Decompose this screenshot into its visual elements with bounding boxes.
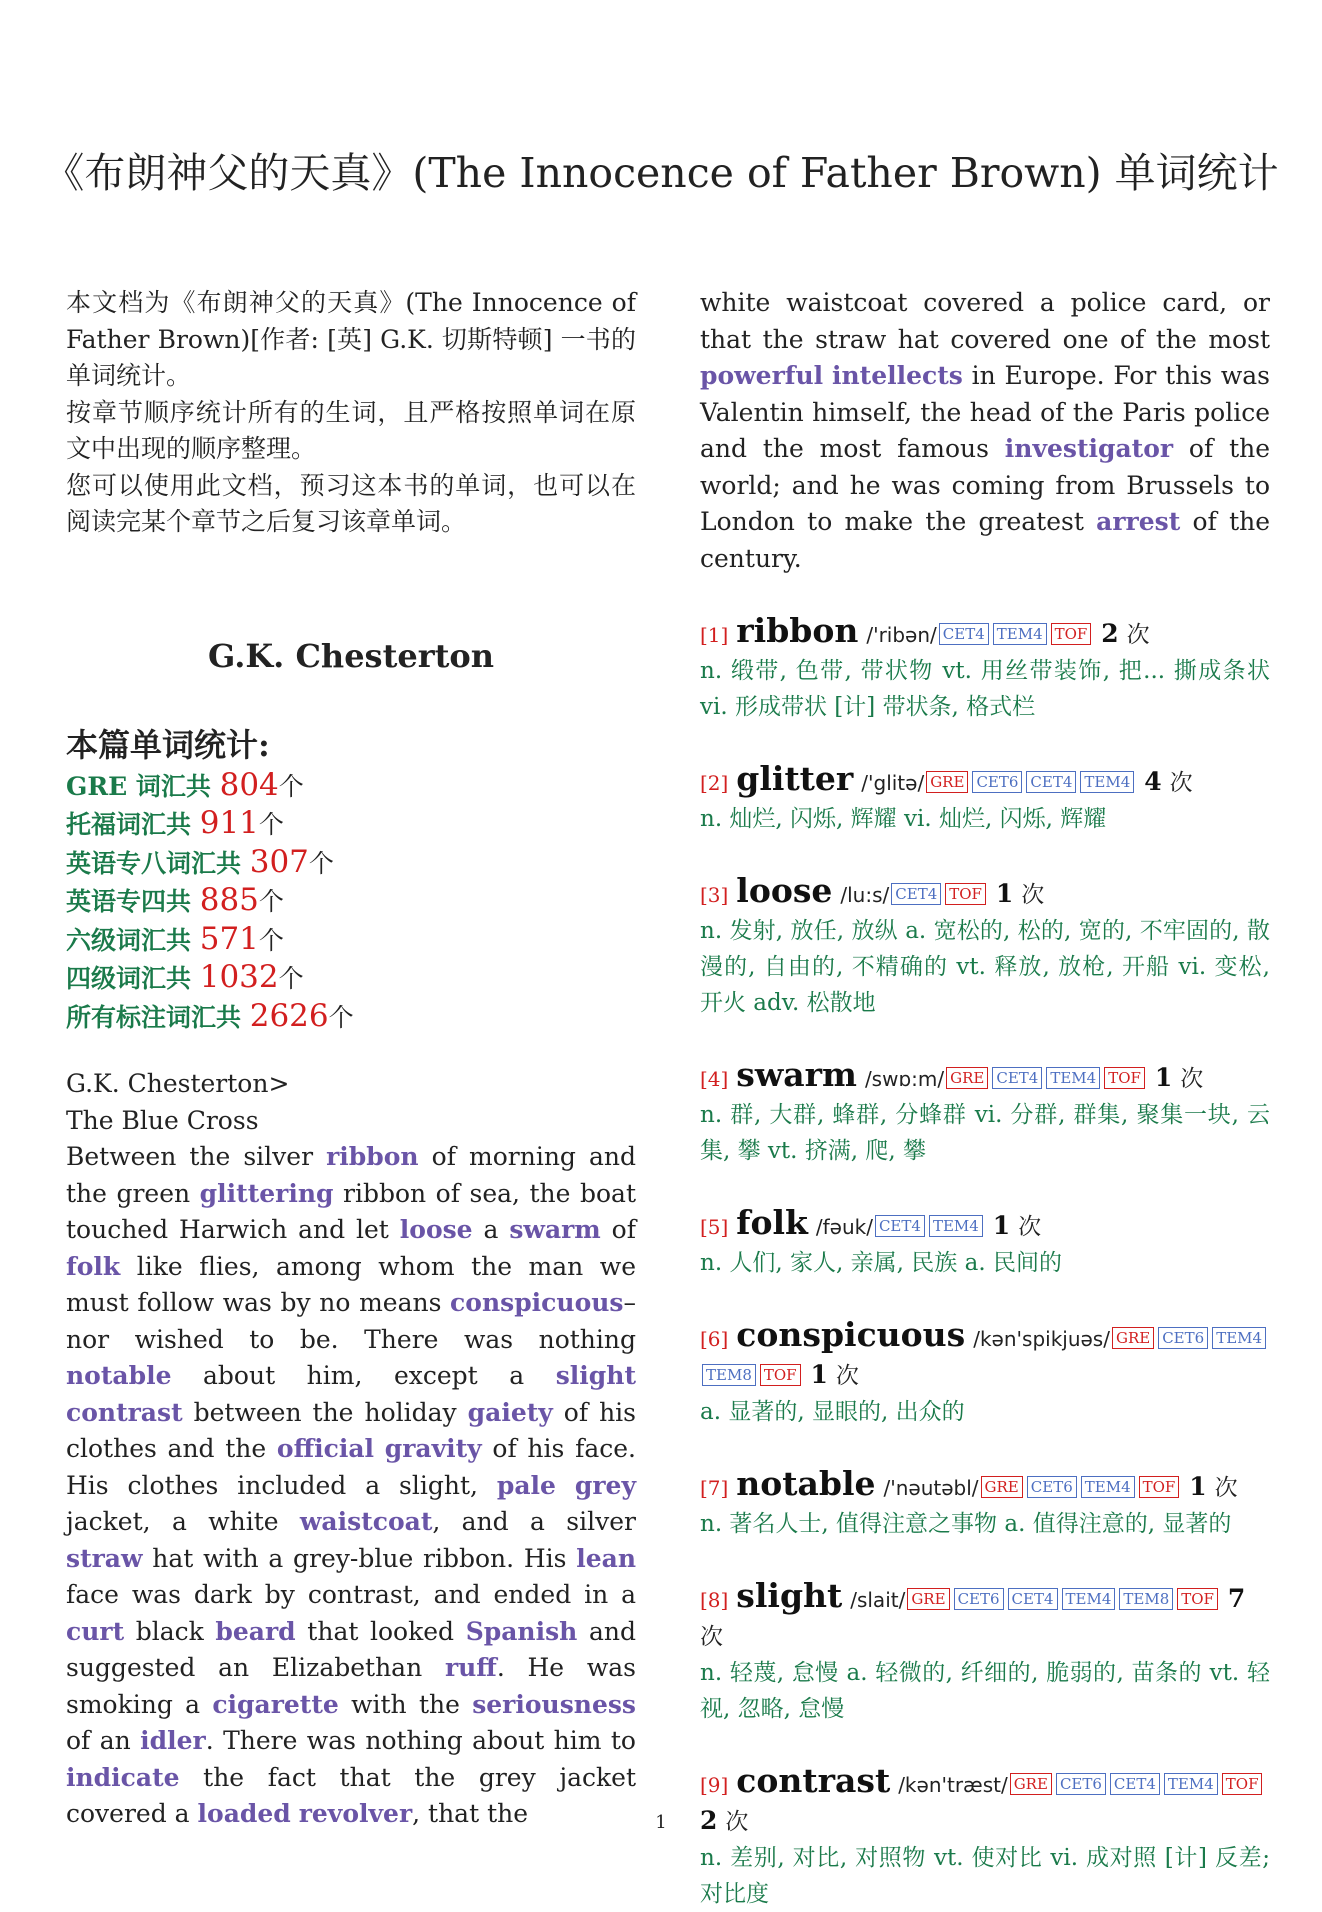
entry-count: 1 (810, 1360, 828, 1389)
passage-segment: of (600, 1215, 636, 1244)
passage-segment: about him, except a (171, 1361, 556, 1390)
stat-count: 2626 (249, 997, 329, 1034)
stats-title: 本篇单词统计: (66, 725, 270, 764)
stat-label: 所有标注词汇共 (66, 1002, 250, 1032)
exam-tag: CET4 (891, 883, 941, 905)
passage-segment: that looked (295, 1616, 466, 1646)
entry-index: [6] (700, 1327, 729, 1351)
passage-segment: of his face. His clothes included a slight, (66, 1434, 636, 1500)
highlighted-word: cigarette (212, 1689, 339, 1719)
passage-segment (374, 1434, 385, 1463)
exam-tag: CET6 (1158, 1327, 1208, 1349)
passage-segment: between the holiday (182, 1397, 468, 1427)
entry-word: loose (736, 871, 833, 910)
entry-phonetic: /'glitə/ (861, 771, 925, 795)
exam-tag: CET4 (875, 1215, 925, 1237)
entry-word: slight (736, 1576, 843, 1615)
entry-phonetic: /slait/ (850, 1588, 906, 1612)
passage-segment: . There was nothing about him to (205, 1726, 636, 1755)
entry-count: 4 (1144, 767, 1162, 796)
passage-segment: black (124, 1616, 216, 1646)
highlighted-word: notable (66, 1361, 172, 1390)
passage-segment: the fact that the grey jacket covered a (66, 1762, 636, 1828)
vocab-entry (700, 1763, 1270, 1912)
exam-tag: TEM4 (929, 1215, 983, 1237)
passage-text-continued (700, 285, 1270, 577)
passage-segment: hat with a grey-blue ribbon. His (142, 1543, 577, 1573)
exam-tag: TOF (760, 1364, 801, 1386)
highlighted-word: ruff (444, 1653, 497, 1682)
exam-tag: TEM4 (1164, 1773, 1218, 1795)
passage-segment: in Europe. For this was Valentin himself, the head of the Paris police and the most famous (700, 361, 1270, 463)
right-column (700, 285, 1270, 1912)
highlighted-word: lean (576, 1543, 636, 1573)
stat-row (66, 998, 636, 1037)
highlighted-word: gravity (384, 1434, 482, 1463)
highlighted-word: grey (574, 1470, 636, 1500)
exam-tag: GRE (907, 1588, 949, 1610)
passage-segment: of morning and the green (66, 1142, 636, 1208)
stat-count: 1032 (199, 959, 279, 995)
highlighted-word: pale (496, 1470, 556, 1500)
entry-phonetic: /kən'træst/ (898, 1773, 1008, 1797)
highlighted-word: powerful (700, 361, 824, 390)
stat-unit: 个 (278, 964, 304, 993)
passage-segment: jacket, a white (66, 1507, 300, 1536)
entry-definition: n. 轻蔑, 怠慢 a. 轻微的, 纤细的, 脆弱的, 苗条的 vt. 轻视, 忽略, 怠慢 (700, 1660, 1270, 1722)
entry-count: 1 (995, 879, 1014, 908)
left-column (66, 285, 636, 1833)
exam-tag: CET6 (954, 1588, 1004, 1610)
stat-label: 四级词汇共 (66, 964, 200, 993)
entry-index: [7] (700, 1476, 729, 1500)
exam-tag: TOF (1177, 1588, 1218, 1610)
entry-definition: n. 缎带, 色带, 带状物 vt. 用丝带装饰, 把... 撕成条状 vi. 形成带状 [计] 带状条, 格式栏 (700, 658, 1270, 720)
passage-segment: face was dark by contrast, and ended in a (66, 1580, 636, 1609)
entry-count: 1 (1189, 1472, 1207, 1501)
exam-tag: TEM8 (1119, 1588, 1173, 1610)
highlighted-word: glittering (199, 1178, 334, 1208)
passage-text (66, 1139, 636, 1833)
entry-index: [4] (700, 1067, 729, 1091)
entry-index: [5] (700, 1215, 729, 1239)
stat-label: GRE 词汇共 (66, 771, 220, 801)
exam-tag: CET4 (939, 623, 989, 645)
highlighted-word: intellects (831, 361, 963, 390)
entry-index: [1] (700, 623, 729, 647)
entry-phonetic: /swɒ:m/ (864, 1067, 945, 1091)
entry-head (700, 1317, 1270, 1394)
highlighted-word: curt (66, 1616, 125, 1646)
highlighted-word: contrast (66, 1397, 183, 1427)
exam-tag: CET4 (1008, 1588, 1058, 1610)
stat-unit: 个 (258, 925, 284, 955)
stat-unit: 个 (328, 1002, 354, 1032)
entry-head (700, 1578, 1270, 1655)
passage-segment (556, 1471, 575, 1500)
exam-tag: TEM4 (1081, 1476, 1135, 1498)
highlighted-word: beard (215, 1616, 296, 1646)
stat-label: 六级词汇共 (66, 925, 200, 955)
entry-count: 1 (1154, 1063, 1173, 1092)
exam-tag: TOF (1222, 1773, 1263, 1795)
entry-index: [9] (700, 1773, 729, 1797)
stat-label: 英语专四共 (66, 887, 200, 916)
entry-word: swarm (736, 1055, 857, 1094)
entry-phonetic: /'nəutəbl/ (883, 1476, 979, 1500)
stat-count: 911 (199, 805, 259, 841)
highlighted-word: official (276, 1434, 375, 1463)
stat-unit: 个 (258, 810, 284, 839)
stat-row (66, 921, 636, 960)
vocab-entries (700, 613, 1270, 1912)
highlighted-word: revolver (298, 1799, 413, 1828)
entry-definition: n. 差别, 对比, 对照物 vt. 使对比 vi. 成对照 [计] 反差; 对比度 (700, 1845, 1270, 1907)
chapter-author: G.K. Chesterton> (66, 1069, 290, 1098)
entry-head (700, 613, 1270, 653)
exam-tag: TEM4 (1062, 1588, 1116, 1610)
intro-line: 按章节顺序统计所有的生词，且严格按照单词在原文中出现的顺序整理。 (66, 397, 636, 463)
exam-tag: TEM4 (1212, 1327, 1266, 1349)
exam-tag: CET4 (1110, 1773, 1160, 1795)
vocab-entry (700, 761, 1270, 837)
passage-segment: of the century. (700, 507, 1271, 573)
intro-line: 您可以使用此文档，预习这本书的单词，也可以在阅读完某个章节之后复习该章单词。 (66, 470, 636, 536)
entry-phonetic: /kən'spikjuəs/ (973, 1327, 1110, 1351)
entry-head (700, 761, 1270, 801)
entry-count-unit: 次 (835, 1363, 859, 1389)
entry-count-unit: 次 (700, 1624, 723, 1650)
entry-head (700, 1057, 1270, 1097)
page-number: 1 (655, 1812, 667, 1833)
passage-segment: , that the (412, 1799, 529, 1828)
highlighted-word: conspicuous (450, 1288, 624, 1317)
exam-tag: CET4 (1026, 771, 1076, 793)
exam-tag: TOF (1139, 1476, 1180, 1498)
entry-count-unit: 次 (725, 1809, 749, 1835)
passage-segment: ribbon of sea, the boat touched Harwich and let (66, 1178, 636, 1244)
highlighted-word: loaded (197, 1799, 291, 1828)
entry-word: folk (736, 1203, 808, 1242)
exam-tag: TOF (1104, 1067, 1145, 1089)
exam-tag: GRE (981, 1476, 1023, 1498)
stat-row (66, 882, 636, 921)
highlighted-word: indicate (66, 1762, 180, 1792)
entry-definition: n. 人们, 家人, 亲属, 民族 a. 民间的 (700, 1250, 1062, 1276)
passage-segment: . He was smoking a (66, 1653, 636, 1719)
exam-tag: GRE (946, 1067, 988, 1089)
vocab-entry (700, 1057, 1270, 1169)
intro (66, 285, 636, 541)
passage-segment: a (472, 1215, 510, 1244)
highlighted-word: seriousness (472, 1689, 636, 1719)
exam-tag: TEM4 (993, 623, 1047, 645)
highlighted-word: gaiety (467, 1397, 553, 1427)
passage-segment: white waistcoat covered a police card, or that the straw hat covered one of the most (700, 288, 1270, 354)
entry-count: 1 (992, 1211, 1011, 1240)
highlighted-word: Spanish (465, 1616, 578, 1646)
exam-tag: CET6 (972, 771, 1022, 793)
stat-unit: 个 (278, 771, 304, 801)
stat-count: 571 (199, 920, 259, 957)
passage-segment: –nor wished to be. There was nothing (66, 1288, 636, 1354)
intro-line: 本文档为《布朗神父的天真》(The Innocence of Father Brown)[作者: [英] G.K. 切斯特顿] 一书的单词统计。 (66, 288, 636, 390)
vocab-entry (700, 1205, 1270, 1281)
vocab-entry (700, 1578, 1270, 1727)
passage-segment: Between the silver (66, 1142, 327, 1171)
passage-segment (823, 361, 832, 390)
exam-tag: TEM4 (1046, 1067, 1100, 1089)
entry-count-unit: 次 (1214, 1475, 1238, 1501)
exam-tag: GRE (926, 771, 968, 793)
exam-tag: CET4 (992, 1067, 1042, 1089)
entry-count-unit: 次 (1126, 622, 1150, 648)
vocab-entry (700, 873, 1270, 1021)
stat-row (66, 767, 636, 806)
entry-definition: n. 著名人士, 值得注意之事物 a. 值得注意的, 显著的 (700, 1511, 1232, 1537)
entry-phonetic: /'ribən/ (866, 623, 937, 647)
exam-tag: TEM8 (702, 1364, 756, 1386)
exam-tag: TOF (1051, 623, 1092, 645)
exam-tag: GRE (1010, 1773, 1052, 1795)
stats-list (66, 767, 636, 1037)
passage-segment: and suggested an Elizabethan (66, 1616, 636, 1682)
highlighted-word: ribbon (326, 1142, 419, 1171)
exam-tag: CET6 (1027, 1476, 1077, 1498)
highlighted-word: straw (66, 1543, 143, 1573)
highlighted-word: slight (555, 1361, 636, 1390)
chapter-title: The Blue Cross (66, 1105, 259, 1135)
passage-segment: like flies, among whom the man we must follow was by no means (66, 1251, 636, 1317)
page-title: 《布朗神父的天真》(The Innocence of Father Brown) 单词统计 (43, 149, 1279, 197)
entry-head (700, 1466, 1270, 1506)
stat-count: 885 (199, 882, 259, 918)
passage-segment: of the world; and he was coming from Brussels to London to make the greatest (700, 434, 1271, 536)
entry-index: [3] (700, 883, 729, 907)
passage-segment: of his clothes and the (66, 1397, 637, 1463)
stat-unit: 个 (308, 848, 334, 878)
stat-row (66, 959, 636, 998)
entry-index: [8] (700, 1588, 729, 1612)
entry-word: conspicuous (736, 1315, 966, 1354)
vocab-entry (700, 1466, 1270, 1542)
entry-word: notable (736, 1464, 876, 1503)
exam-tag: TEM4 (1080, 771, 1134, 793)
highlighted-word: swarm (509, 1215, 601, 1244)
entry-count-unit: 次 (1169, 770, 1193, 796)
entry-phonetic: /fəuk/ (815, 1215, 873, 1239)
entry-count: 2 (1101, 619, 1119, 648)
entry-count-unit: 次 (1018, 1214, 1042, 1240)
entry-word: glitter (736, 759, 854, 798)
stat-label: 英语专八词汇共 (66, 848, 250, 878)
entry-count-unit: 次 (1021, 882, 1045, 908)
entry-definition: n. 灿烂, 闪烁, 辉耀 vi. 灿烂, 闪烁, 辉耀 (700, 806, 1107, 832)
highlighted-word: investigator (1004, 434, 1174, 463)
exam-tag: GRE (1112, 1327, 1154, 1349)
stat-row (66, 844, 636, 883)
entry-word: ribbon (736, 611, 859, 650)
passage-segment: of an (66, 1726, 141, 1755)
passage-segment: with the (338, 1689, 473, 1719)
entry-count: 2 (700, 1806, 718, 1835)
entry-count: 7 (1227, 1584, 1246, 1613)
entry-head (700, 873, 1270, 913)
highlighted-word: folk (66, 1251, 121, 1281)
stat-row (66, 805, 636, 844)
stat-count: 804 (219, 766, 279, 803)
highlighted-word: idler (140, 1726, 206, 1755)
author-name: G.K. Chesterton (208, 636, 494, 675)
entry-definition: a. 显著的, 显眼的, 出众的 (700, 1399, 965, 1425)
highlighted-word: loose (399, 1215, 473, 1244)
passage-segment: , and a silver (432, 1507, 636, 1536)
highlighted-word: waistcoat (299, 1507, 433, 1536)
vocab-entry (700, 1317, 1270, 1430)
stat-label: 托福词汇共 (66, 810, 200, 839)
vocab-entry (700, 613, 1270, 725)
entry-head (700, 1205, 1270, 1245)
entry-word: contrast (736, 1761, 891, 1800)
entry-index: [2] (700, 771, 729, 795)
entry-phonetic: /lu:s/ (840, 883, 890, 907)
highlighted-word: arrest (1096, 507, 1181, 536)
exam-tag: TOF (945, 883, 986, 905)
stat-unit: 个 (258, 887, 284, 916)
entry-definition: n. 发射, 放任, 放纵 a. 宽松的, 松的, 宽的, 不牢固的, 散漫的, 自由的, 不精确的 vt. 释放, 放枪, 开船 vi. 变松, 开火 adv. 松散地 (700, 918, 1270, 1016)
exam-tag: CET6 (1056, 1773, 1106, 1795)
stat-count: 307 (249, 843, 309, 880)
entry-definition: n. 群, 大群, 蜂群, 分蜂群 vi. 分群, 群集, 聚集一块, 云集, 攀 vt. 挤满, 爬, 攀 (700, 1102, 1270, 1164)
entry-count-unit: 次 (1180, 1066, 1204, 1092)
